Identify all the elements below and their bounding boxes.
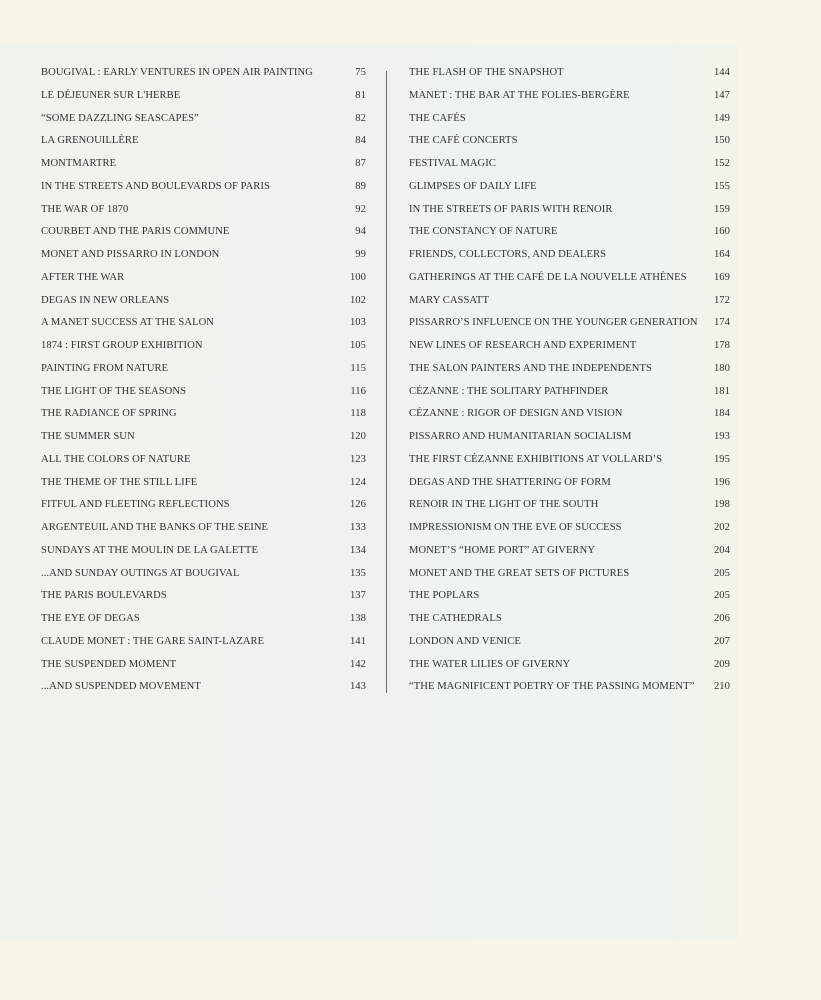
toc-entry [41, 522, 366, 545]
toc-entry-title: DEGAS IN NEW ORLEANS [41, 294, 170, 306]
toc-entry-title: SUNDAYS AT THE MOULIN DE LA GALETTE [41, 544, 258, 556]
toc-entry [41, 226, 366, 249]
toc-entry [409, 499, 730, 522]
toc-left-column [41, 67, 366, 704]
toc-entry [409, 408, 730, 431]
toc-entry-title: PAINTING FROM NATURE [41, 362, 169, 374]
toc-entry-title: 1874 : FIRST GROUP EXHIBITION [41, 340, 203, 351]
toc-entry-title: PISSARRO AND HUMANITARIAN SOCIALISM [409, 431, 632, 442]
toc-entry-page-number: 144 [713, 67, 730, 78]
toc-entry-page-number: 137 [349, 590, 366, 602]
toc-entry [41, 431, 366, 454]
toc-entry [409, 454, 730, 477]
toc-entry-title: “SOME DAZZLING SEASCAPES” [41, 112, 199, 124]
toc-entry-title: FRIENDS, COLLECTORS, AND DEALERS [409, 249, 607, 260]
toc-entry-page-number: 92 [355, 203, 366, 215]
toc-entry [409, 681, 730, 704]
toc-entry-page-number: 150 [713, 135, 730, 147]
toc-entry-page-number: 124 [349, 476, 366, 488]
toc-entry-page-number: 164 [713, 249, 730, 260]
toc-entry-page-number: 99 [355, 249, 366, 260]
toc-entry-page-number: 103 [349, 317, 366, 329]
toc-entry [409, 67, 730, 90]
toc-entry [409, 113, 730, 136]
toc-entry-title: THE WATER LILIES OF GIVERNY [409, 658, 571, 670]
toc-entry [409, 545, 730, 568]
toc-entry-page-number: 120 [349, 431, 366, 442]
toc-entry-title: THE RADIANCE OF SPRING [41, 408, 177, 420]
toc-entry-page-number: 169 [713, 271, 730, 283]
toc-entry-title: NEW LINES OF RESEARCH AND EXPERIMENT [409, 340, 637, 351]
toc-entry-title: CÉZANNE : RIGOR OF DESIGN AND VISION [409, 408, 623, 420]
toc-entry-page-number: 180 [713, 362, 730, 374]
toc-entry-page-number: 105 [349, 340, 366, 351]
toc-entry [41, 636, 366, 659]
toc-entry-page-number: 118 [350, 408, 366, 420]
toc-entry [409, 135, 730, 158]
toc-entry [409, 295, 730, 318]
toc-entry [41, 295, 366, 318]
toc-entry-page-number: 87 [355, 158, 366, 169]
toc-entry-title: DEGAS AND THE SHATTERING OF FORM [409, 476, 611, 488]
toc-entry-page-number: 204 [713, 544, 730, 556]
toc-entry-title: ALL THE COLORS OF NATURE [41, 453, 191, 465]
toc-entry-page-number: 205 [713, 567, 730, 579]
toc-entry-page-number: 149 [713, 112, 730, 124]
toc-entry-page-number: 181 [713, 385, 730, 397]
toc-entry-title: THE FIRST CÉZANNE EXHIBITIONS AT VOLLARD’S [409, 453, 663, 465]
toc-entry-page-number: 195 [713, 453, 730, 465]
toc-entry [41, 135, 366, 158]
toc-entry-title: LA GRENOUILLÈRE [41, 135, 139, 147]
toc-entry [41, 204, 366, 227]
toc-entry [41, 340, 366, 363]
toc-entry-title: THE LIGHT OF THE SEASONS [41, 385, 187, 397]
toc-entry-title: THE SALON PAINTERS AND THE INDEPENDENTS [409, 362, 652, 374]
toc-entry [409, 431, 730, 454]
toc-entry-page-number: 172 [713, 294, 730, 306]
toc-entry [41, 249, 366, 272]
toc-entry-page-number: 205 [713, 590, 730, 602]
toc-entry-title: CLAUDE MONET : THE GARE SAINT-LAZARE [41, 635, 265, 647]
toc-entry [409, 590, 730, 613]
toc-entry-page-number: 202 [713, 522, 730, 533]
toc-entry-title: THE CAFÉ CONCERTS [409, 135, 518, 147]
toc-entry-title: MONET’S “HOME PORT” AT GIVERNY [409, 544, 596, 556]
toc-entry-page-number: 100 [349, 271, 366, 283]
toc-entry [409, 158, 730, 181]
toc-entry-title: IMPRESSIONISM ON THE EVE OF SUCCESS [409, 522, 622, 533]
toc-entry-title: IN THE STREETS AND BOULEVARDS OF PARIS [41, 180, 270, 192]
toc-entry [409, 636, 730, 659]
toc-entry-title: LONDON AND VENICE [409, 635, 521, 647]
toc-entry-title: MARY CASSATT [409, 294, 489, 306]
toc-entry-page-number: 123 [349, 453, 366, 465]
toc-entry [41, 659, 366, 682]
toc-entry [41, 613, 366, 636]
toc-entry [41, 590, 366, 613]
toc-entry-title: MONET AND PISSARRO IN LONDON [41, 249, 220, 260]
toc-entry [409, 477, 730, 500]
toc-entry-page-number: 141 [349, 635, 366, 647]
toc-entry-title: PISSARRO’S INFLUENCE ON THE YOUNGER GENERATION [409, 317, 698, 329]
toc-entry [41, 113, 366, 136]
toc-entry [41, 499, 366, 522]
toc-entry [409, 317, 730, 340]
toc-entry [41, 408, 366, 431]
toc-entry-title: CÉZANNE : THE SOLITARY PATHFINDER [409, 385, 609, 397]
toc-entry-page-number: 210 [713, 681, 730, 693]
toc-entry [409, 386, 730, 409]
toc-entry-title: FESTIVAL MAGIC [409, 158, 496, 169]
toc-entry [41, 386, 366, 409]
toc-entry [41, 90, 366, 113]
toc-entry-page-number: 89 [355, 180, 366, 192]
toc-entry-page-number: 135 [349, 567, 366, 579]
toc-entry [409, 659, 730, 682]
toc-entry [41, 317, 366, 340]
toc-entry-page-number: 133 [349, 522, 366, 533]
toc-entry-page-number: 143 [349, 681, 366, 693]
toc-entry-title: GATHERINGS AT THE CAFÉ DE LA NOUVELLE ATHÈNES [409, 271, 687, 283]
toc-right-column [409, 67, 730, 704]
toc-entry [409, 181, 730, 204]
toc-entry-page-number: 116 [350, 385, 366, 397]
toc-entry-title: RENOIR IN THE LIGHT OF THE SOUTH [409, 499, 599, 511]
toc-entry-page-number: 209 [713, 658, 730, 670]
toc-entry [41, 681, 366, 704]
toc-entry [409, 568, 730, 591]
toc-entry-page-number: 159 [713, 203, 730, 215]
toc-entry-page-number: 75 [355, 67, 366, 78]
toc-entry-title: THE POPLARS [409, 590, 480, 602]
toc-entry-title: ARGENTEUIL AND THE BANKS OF THE SEINE [41, 522, 269, 533]
toc-entry-page-number: 198 [713, 499, 730, 511]
toc-entry [41, 477, 366, 500]
toc-entry-title: A MANET SUCCESS AT THE SALON [41, 317, 214, 329]
toc-entry [409, 272, 730, 295]
toc-entry-title: ...AND SUNDAY OUTINGS AT BOUGIVAL [41, 567, 240, 579]
toc-entry-title: THE SUSPENDED MOMENT [41, 658, 177, 670]
toc-entry-title: THE FLASH OF THE SNAPSHOT [409, 67, 564, 78]
toc-entry [409, 204, 730, 227]
toc-entry [409, 522, 730, 545]
toc-entry-page-number: 142 [349, 658, 366, 670]
toc-entry-page-number: 160 [713, 226, 730, 238]
toc-entry-title: FITFUL AND FLEETING REFLECTIONS [41, 499, 230, 511]
toc-entry-page-number: 152 [713, 158, 730, 169]
toc-entry [41, 545, 366, 568]
toc-entry [41, 454, 366, 477]
toc-entry [409, 226, 730, 249]
toc-entry [41, 181, 366, 204]
toc-entry [409, 363, 730, 386]
toc-entry-page-number: 196 [713, 476, 730, 488]
column-divider [386, 71, 387, 693]
toc-entry [41, 568, 366, 591]
toc-entry-title: THE THEME OF THE STILL LIFE [41, 476, 198, 488]
toc-entry-page-number: 94 [355, 226, 366, 238]
toc-entry-page-number: 115 [350, 362, 366, 374]
toc-entry [41, 272, 366, 295]
toc-entry-page-number: 155 [713, 180, 730, 192]
toc-entry-page-number: 174 [713, 317, 730, 329]
toc-entry [409, 90, 730, 113]
toc-entry [409, 249, 730, 272]
toc-entry-title: THE WAR OF 1870 [41, 203, 129, 215]
toc-entry-page-number: 206 [713, 613, 730, 624]
toc-entry-title: THE CATHEDRALS [409, 613, 502, 624]
toc-entry-title: AFTER THE WAR [41, 271, 125, 283]
toc-entry-page-number: 207 [713, 635, 730, 647]
toc-entry-title: MONTMARTRE [41, 158, 117, 169]
toc-entry-title: COURBET AND THE PARIS COMMUNE [41, 226, 230, 238]
toc-entry-page-number: 178 [713, 340, 730, 351]
toc-entry-title: BOUGIVAL : EARLY VENTURES IN OPEN AIR PAINTING [41, 67, 313, 78]
toc-entry-title: ...AND SUSPENDED MOVEMENT [41, 681, 201, 693]
toc-entry-page-number: 84 [355, 135, 366, 147]
toc-entry-page-number: 184 [713, 408, 730, 420]
toc-entry-title: MONET AND THE GREAT SETS OF PICTURES [409, 567, 630, 579]
toc-entry-title: THE SUMMER SUN [41, 431, 135, 442]
toc-entry-page-number: 102 [349, 294, 366, 306]
toc-entry-page-number: 138 [349, 613, 366, 624]
toc-entry [41, 363, 366, 386]
toc-entry [41, 67, 366, 90]
toc-entry-title: IN THE STREETS OF PARIS WITH RENOIR [409, 203, 613, 215]
toc-entry-title: THE CONSTANCY OF NATURE [409, 226, 558, 238]
toc-entry-title: THE PARIS BOULEVARDS [41, 590, 167, 602]
toc-entry-title: GLIMPSES OF DAILY LIFE [409, 180, 537, 192]
toc-entry-page-number: 126 [349, 499, 366, 511]
toc-entry [409, 340, 730, 363]
toc-entry [41, 158, 366, 181]
toc-entry-page-number: 81 [355, 89, 366, 101]
toc-entry-title: THE CAFÉS [409, 112, 466, 124]
toc-entry-title: THE EYE OF DEGAS [41, 613, 140, 624]
toc-entry-title: LE DÉJEUNER SUR L'HERBE [41, 89, 181, 101]
toc-entry-title: MANET : THE BAR AT THE FOLIES-BERGÈRE [409, 89, 630, 101]
toc-entry-page-number: 134 [349, 544, 366, 556]
toc-entry [409, 613, 730, 636]
toc-entry-title: “THE MAGNIFICENT POETRY OF THE PASSING MOMENT” [409, 681, 695, 693]
toc-entry-page-number: 147 [713, 89, 730, 101]
toc-entry-page-number: 193 [713, 431, 730, 442]
toc-entry-page-number: 82 [355, 112, 366, 124]
